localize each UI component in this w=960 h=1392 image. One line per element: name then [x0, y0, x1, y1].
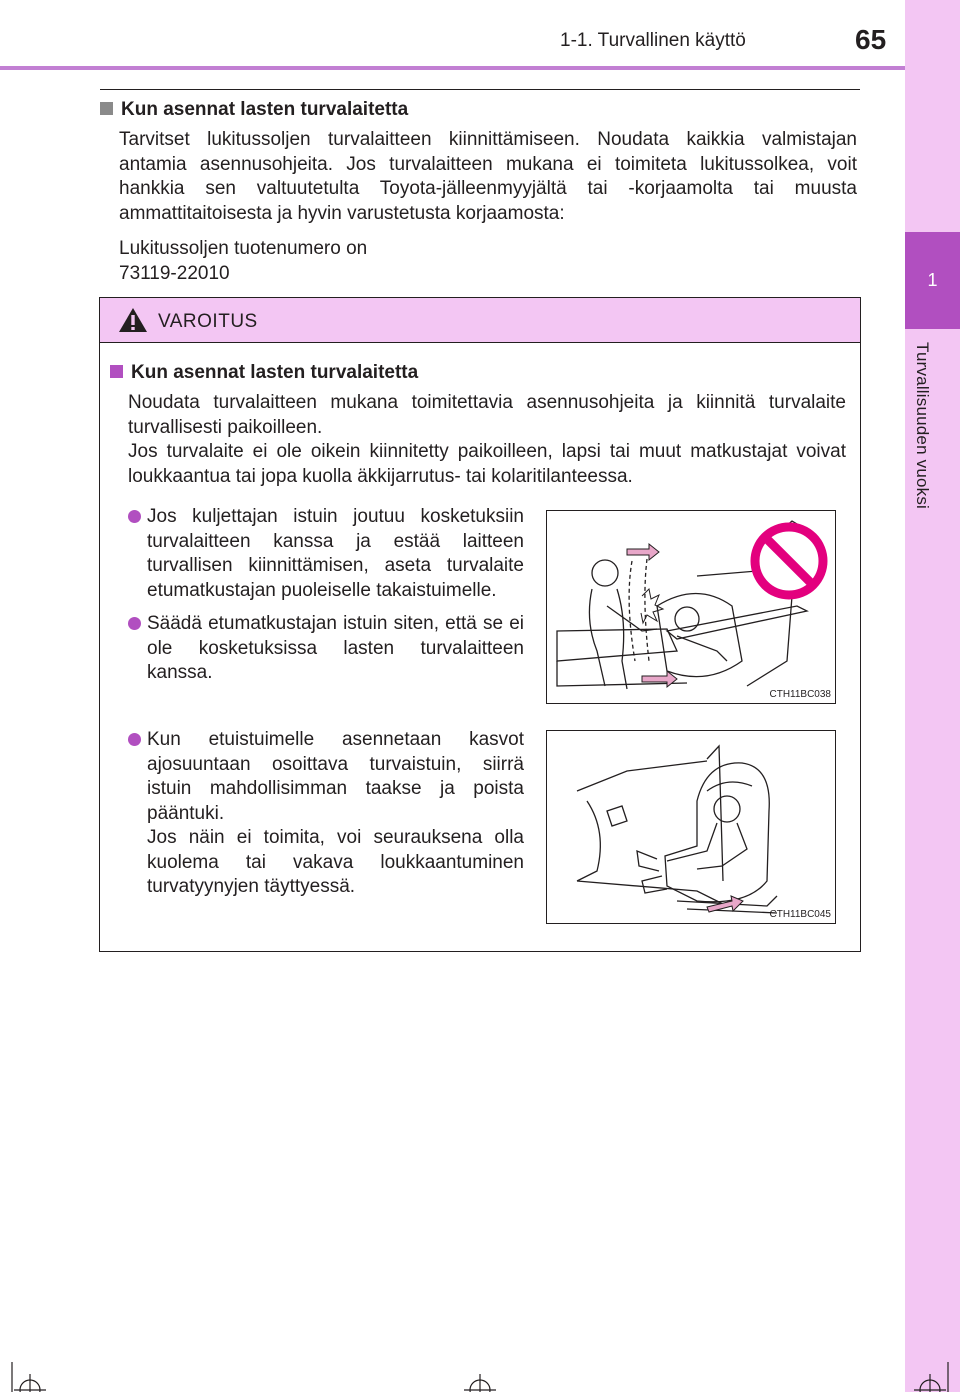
part-number-line2: 73119-22010 — [119, 262, 230, 284]
child-seat-contact-illustration — [547, 511, 835, 703]
round-bullet-icon — [128, 510, 141, 523]
running-header-title: 1-1. Turvallinen käyttö — [560, 30, 746, 51]
section-rule — [100, 89, 860, 90]
section-heading-text: Kun asennat lasten turvalaitetta — [121, 99, 409, 120]
bullet-text: Kun etuistuimelle asennetaan kasvot ajosuuntaan osoittava turvaistuin, siirrä istuin mahdollisimman taakse ja poista pääntuki. — [147, 729, 524, 824]
section-heading — [100, 99, 408, 121]
bullet-text-continued: Jos näin ei toimita, voi seurauksena olla kuolema tai vakava loukkaantuminen turvatyynyjen täyttyessä. — [147, 827, 524, 897]
warning-bullet — [128, 728, 524, 900]
warning-para-2: Jos turvalaite ei ole oikein kiinnitetty paikoilleen, lapsi tai muut matkustajat voivat loukkaantua tai jopa kuolla äkkijarrutus- tai kolaritilanteessa. — [128, 441, 846, 487]
round-bullet-icon — [128, 617, 141, 630]
square-bullet-icon — [100, 102, 113, 115]
figure-code: CTH11BC038 — [769, 689, 831, 700]
warning-header — [100, 298, 860, 343]
chapter-number: 1 — [927, 270, 938, 290]
figure-code: CTH11BC045 — [769, 909, 831, 920]
warning-paragraph — [128, 391, 846, 489]
warning-box — [99, 297, 861, 952]
square-bullet-icon — [110, 365, 123, 378]
warning-triangle-icon — [118, 307, 148, 333]
warning-bullet — [128, 505, 524, 603]
header-rule — [0, 66, 905, 70]
warning-bullet — [128, 612, 524, 686]
section-paragraph: Tarvitset lukitussoljen turvalaitteen kiinnittämiseen. Noudata kaikkia valmistajan antamia asennusohjeita. Jos turvalaitteen mukana ei toimiteta lukitussolkea, voit hankkia sen valtuutetulta Toyota-jälleenmyyjältä tai -korjaamolta tai muusta ammattitaitoisesta ja hyvin varustetusta korjaamosta: — [119, 129, 857, 224]
part-number-line1: Lukitussoljen tuotenumero on — [119, 238, 368, 259]
illustration-seat-contact — [546, 510, 836, 704]
warning-para-1: Noudata turvalaitteen mukana toimitettavia asennusohjeita ja kiinnitä turvalaite turvallisesti paikoilleen. — [128, 392, 846, 438]
bullet-text: Jos kuljettajan istuin joutuu kosketuksiin turvalaitteen kanssa ja estää laitteen turvallisen kiinnittämisen, aseta turvalaite etumatkustajan puoleiselle takaistuimelle. — [147, 506, 524, 601]
round-bullet-icon — [128, 733, 141, 746]
page-number: 65 — [855, 24, 887, 55]
warning-heading-text: Kun asennat lasten turvalaitetta — [131, 362, 419, 383]
front-facing-seat-illustration — [547, 731, 835, 923]
chapter-side-tab — [905, 0, 960, 1392]
registration-marks — [0, 1362, 960, 1392]
chapter-title: Turvallisuuden vuoksi — [913, 342, 932, 510]
warning-heading — [110, 362, 418, 384]
bullet-text: Säädä etumatkustajan istuin siten, että se ei ole kosketuksissa lasten turvalaitteen kanssa. — [147, 613, 524, 683]
illustration-front-seat — [546, 730, 836, 924]
part-number-paragraph — [119, 237, 857, 286]
warning-label: VAROITUS — [158, 311, 258, 332]
prohibition-sign-icon — [755, 527, 823, 595]
